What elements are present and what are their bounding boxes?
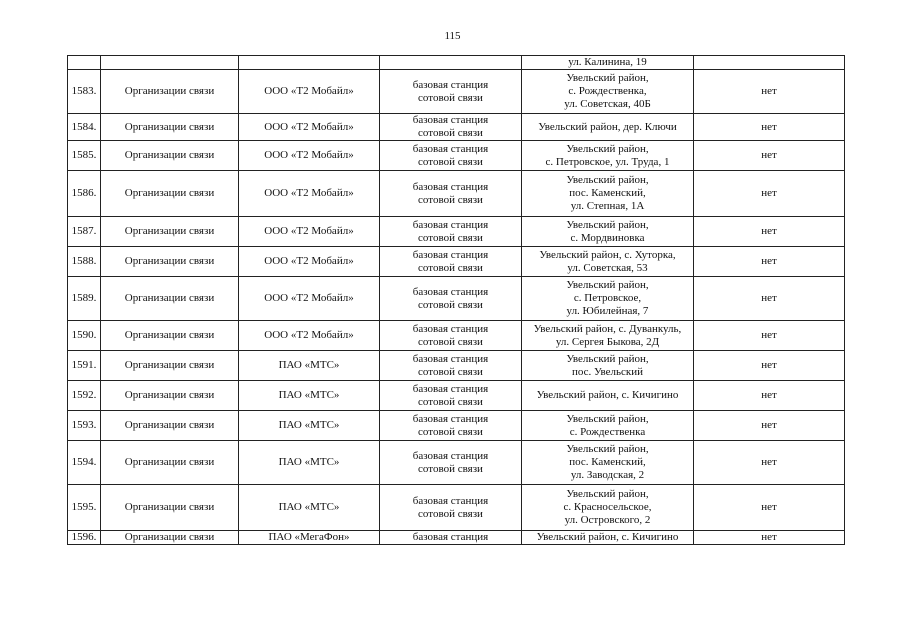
object-type-line: сотовой связи	[418, 425, 483, 438]
object-type-line: базовая станция	[412, 142, 489, 155]
object-type-line: сотовой связи	[418, 462, 483, 475]
object-type-line: базовая станция	[412, 218, 489, 231]
object-type-line: сотовой связи	[418, 231, 483, 244]
address-cell	[522, 70, 694, 114]
row-number-cell: 1587.	[68, 217, 101, 247]
row-number-cell: 1583.	[68, 70, 101, 114]
object-type-line: базовая станция	[412, 352, 489, 365]
address-line: Увельский район,	[566, 174, 649, 186]
organization-cell: ПАО «МТС»	[239, 485, 380, 531]
address-line: ул. Советская, 53	[567, 261, 648, 274]
address-cell	[522, 217, 694, 247]
category-cell: Организации связи	[101, 70, 239, 114]
address-line: Увельский район, с. Кичигино	[536, 531, 679, 543]
address-line: Увельский район,	[566, 443, 649, 455]
status-cell: нет	[694, 321, 845, 351]
category-cell: Организации связи	[101, 171, 239, 217]
object-type-cell	[380, 56, 522, 70]
status-cell: нет	[694, 70, 845, 114]
address-cell	[522, 114, 694, 141]
object-type-cell	[380, 531, 522, 545]
row-number-cell: 1593.	[68, 411, 101, 441]
category-cell: Организации связи	[101, 485, 239, 531]
organization-cell: ПАО «МТС»	[239, 381, 380, 411]
row-number-cell: 1592.	[68, 381, 101, 411]
address-line: Увельский район, с. Дуванкуль,	[533, 322, 682, 335]
object-type-line: сотовой связи	[418, 127, 483, 139]
table-row	[68, 351, 845, 381]
category-cell: Организации связи	[101, 141, 239, 171]
address-cell	[522, 277, 694, 321]
organization-cell: ООО «Т2 Мобайл»	[239, 70, 380, 114]
status-cell: нет	[694, 351, 845, 381]
status-cell: нет	[694, 441, 845, 485]
object-type-cell	[380, 277, 522, 321]
category-cell: Организации связи	[101, 411, 239, 441]
category-cell: Организации связи	[101, 277, 239, 321]
row-number-cell: 1594.	[68, 441, 101, 485]
organization-cell: ООО «Т2 Мобайл»	[239, 114, 380, 141]
address-line: ул. Заводская, 2	[570, 469, 645, 481]
address-line: Увельский район,	[566, 218, 649, 231]
status-cell: нет	[694, 485, 845, 531]
organization-cell: ПАО «МТС»	[239, 411, 380, 441]
table-row	[68, 321, 845, 351]
object-type-cell	[380, 321, 522, 351]
status-cell: нет	[694, 247, 845, 277]
category-cell: Организации связи	[101, 114, 239, 141]
address-cell	[522, 171, 694, 217]
object-type-line: сотовой связи	[418, 365, 483, 378]
address-line: Увельский район,	[566, 279, 649, 291]
address-line: Увельский район,	[566, 412, 649, 425]
row-number-cell: 1585.	[68, 141, 101, 171]
object-type-line: базовая станция	[412, 114, 489, 126]
object-type-cell	[380, 114, 522, 141]
object-type-cell	[380, 351, 522, 381]
table-row	[68, 381, 845, 411]
table-row	[68, 247, 845, 277]
address-cell	[522, 411, 694, 441]
object-type-line: базовая станция	[412, 248, 489, 261]
address-cell	[522, 531, 694, 545]
object-type-cell	[380, 441, 522, 485]
table-row	[68, 114, 845, 141]
category-cell: Организации связи	[101, 247, 239, 277]
object-type-line: базовая станция	[412, 285, 489, 298]
row-number-cell: 1591.	[68, 351, 101, 381]
organization-cell: ООО «Т2 Мобайл»	[239, 217, 380, 247]
object-type-cell	[380, 171, 522, 217]
address-line: ул. Сергея Быкова, 2Д	[555, 335, 660, 348]
table-row	[68, 441, 845, 485]
category-cell: Организации связи	[101, 531, 239, 545]
organization-cell	[239, 56, 380, 70]
address-line: Увельский район,	[566, 142, 649, 155]
object-type-cell	[380, 70, 522, 114]
object-type-cell	[380, 485, 522, 531]
organization-cell: ПАО «МТС»	[239, 351, 380, 381]
row-number-cell	[68, 56, 101, 70]
address-line: ул. Степная, 1А	[570, 200, 645, 212]
table-row	[68, 171, 845, 217]
registry-table	[67, 55, 845, 545]
row-number-cell: 1588.	[68, 247, 101, 277]
table-row	[68, 531, 845, 545]
organization-cell: ООО «Т2 Мобайл»	[239, 247, 380, 277]
table-row	[68, 217, 845, 247]
address-line: пос. Каменский,	[569, 456, 646, 468]
address-cell	[522, 441, 694, 485]
object-type-line: сотовой связи	[418, 91, 483, 104]
address-cell	[522, 321, 694, 351]
object-type-line: сотовой связи	[418, 507, 483, 520]
status-cell	[694, 56, 845, 70]
category-cell: Организации связи	[101, 351, 239, 381]
object-type-line: сотовой связи	[418, 193, 483, 206]
address-line: с. Рождественка,	[568, 85, 647, 97]
object-type-line: базовая станция	[412, 412, 489, 425]
status-cell: нет	[694, 531, 845, 545]
address-line: с. Мордвиновка	[570, 231, 645, 244]
object-type-line: базовая станция	[412, 382, 489, 395]
organization-cell: ООО «Т2 Мобайл»	[239, 321, 380, 351]
address-line: с. Петровское,	[573, 292, 642, 304]
table-row	[68, 411, 845, 441]
row-number-cell: 1596.	[68, 531, 101, 545]
address-line: пос. Каменский,	[569, 187, 646, 199]
organization-cell: ООО «Т2 Мобайл»	[239, 141, 380, 171]
address-cell	[522, 56, 694, 70]
address-line: Увельский район, дер. Ключи	[538, 120, 677, 133]
category-cell	[101, 56, 239, 70]
object-type-cell	[380, 141, 522, 171]
table-row	[68, 485, 845, 531]
status-cell: нет	[694, 411, 845, 441]
object-type-line: базовая станция	[412, 180, 489, 193]
organization-cell: ООО «Т2 Мобайл»	[239, 277, 380, 321]
status-cell: нет	[694, 171, 845, 217]
table-row	[68, 70, 845, 114]
row-number-cell: 1586.	[68, 171, 101, 217]
row-number-cell: 1595.	[68, 485, 101, 531]
status-cell: нет	[694, 114, 845, 141]
table-row	[68, 141, 845, 171]
address-cell	[522, 351, 694, 381]
object-type-cell	[380, 411, 522, 441]
row-number-cell: 1590.	[68, 321, 101, 351]
row-number-cell: 1584.	[68, 114, 101, 141]
address-line: Увельский район,	[566, 488, 649, 500]
status-cell: нет	[694, 381, 845, 411]
category-cell: Организации связи	[101, 217, 239, 247]
address-line: с. Петровское, ул. Труда, 1	[545, 155, 670, 168]
object-type-line: сотовой связи	[418, 335, 483, 348]
address-line: с. Красносельское,	[563, 501, 652, 513]
object-type-line: сотовой связи	[418, 298, 483, 311]
address-line: ул. Островского, 2	[564, 514, 651, 526]
object-type-line: сотовой связи	[418, 261, 483, 274]
organization-cell: ООО «Т2 Мобайл»	[239, 171, 380, 217]
page-number: 115	[444, 30, 461, 42]
address-line: Увельский район, с. Хуторка,	[539, 248, 676, 261]
category-cell: Организации связи	[101, 441, 239, 485]
address-line: с. Рождественка	[569, 425, 646, 438]
object-type-cell	[380, 247, 522, 277]
address-cell	[522, 247, 694, 277]
row-number-cell: 1589.	[68, 277, 101, 321]
status-cell: нет	[694, 141, 845, 171]
address-line: Увельский район,	[566, 72, 649, 84]
category-cell: Организации связи	[101, 381, 239, 411]
table-row	[68, 277, 845, 321]
object-type-cell	[380, 217, 522, 247]
object-type-line: базовая станция	[412, 531, 489, 543]
object-type-cell	[380, 381, 522, 411]
status-cell: нет	[694, 277, 845, 321]
address-cell	[522, 381, 694, 411]
address-cell	[522, 141, 694, 171]
address-line: ул. Калинина, 19	[568, 56, 647, 68]
address-line: ул. Юбилейная, 7	[566, 305, 649, 317]
organization-cell: ПАО «МТС»	[239, 441, 380, 485]
organization-cell: ПАО «МегаФон»	[239, 531, 380, 545]
address-line: пос. Увельский	[571, 365, 644, 378]
address-line: Увельский район, с. Кичигино	[536, 389, 679, 401]
status-cell: нет	[694, 217, 845, 247]
object-type-line: базовая станция	[412, 449, 489, 462]
object-type-line: базовая станция	[412, 322, 489, 335]
table-row-continuation	[68, 56, 845, 70]
object-type-line: базовая станция	[412, 494, 489, 507]
address-line: Увельский район,	[566, 352, 649, 365]
category-cell: Организации связи	[101, 321, 239, 351]
object-type-line: сотовой связи	[418, 155, 483, 168]
address-cell	[522, 485, 694, 531]
object-type-line: базовая станция	[412, 78, 489, 91]
object-type-line: сотовой связи	[418, 395, 483, 408]
address-line: ул. Советская, 40Б	[564, 98, 651, 110]
